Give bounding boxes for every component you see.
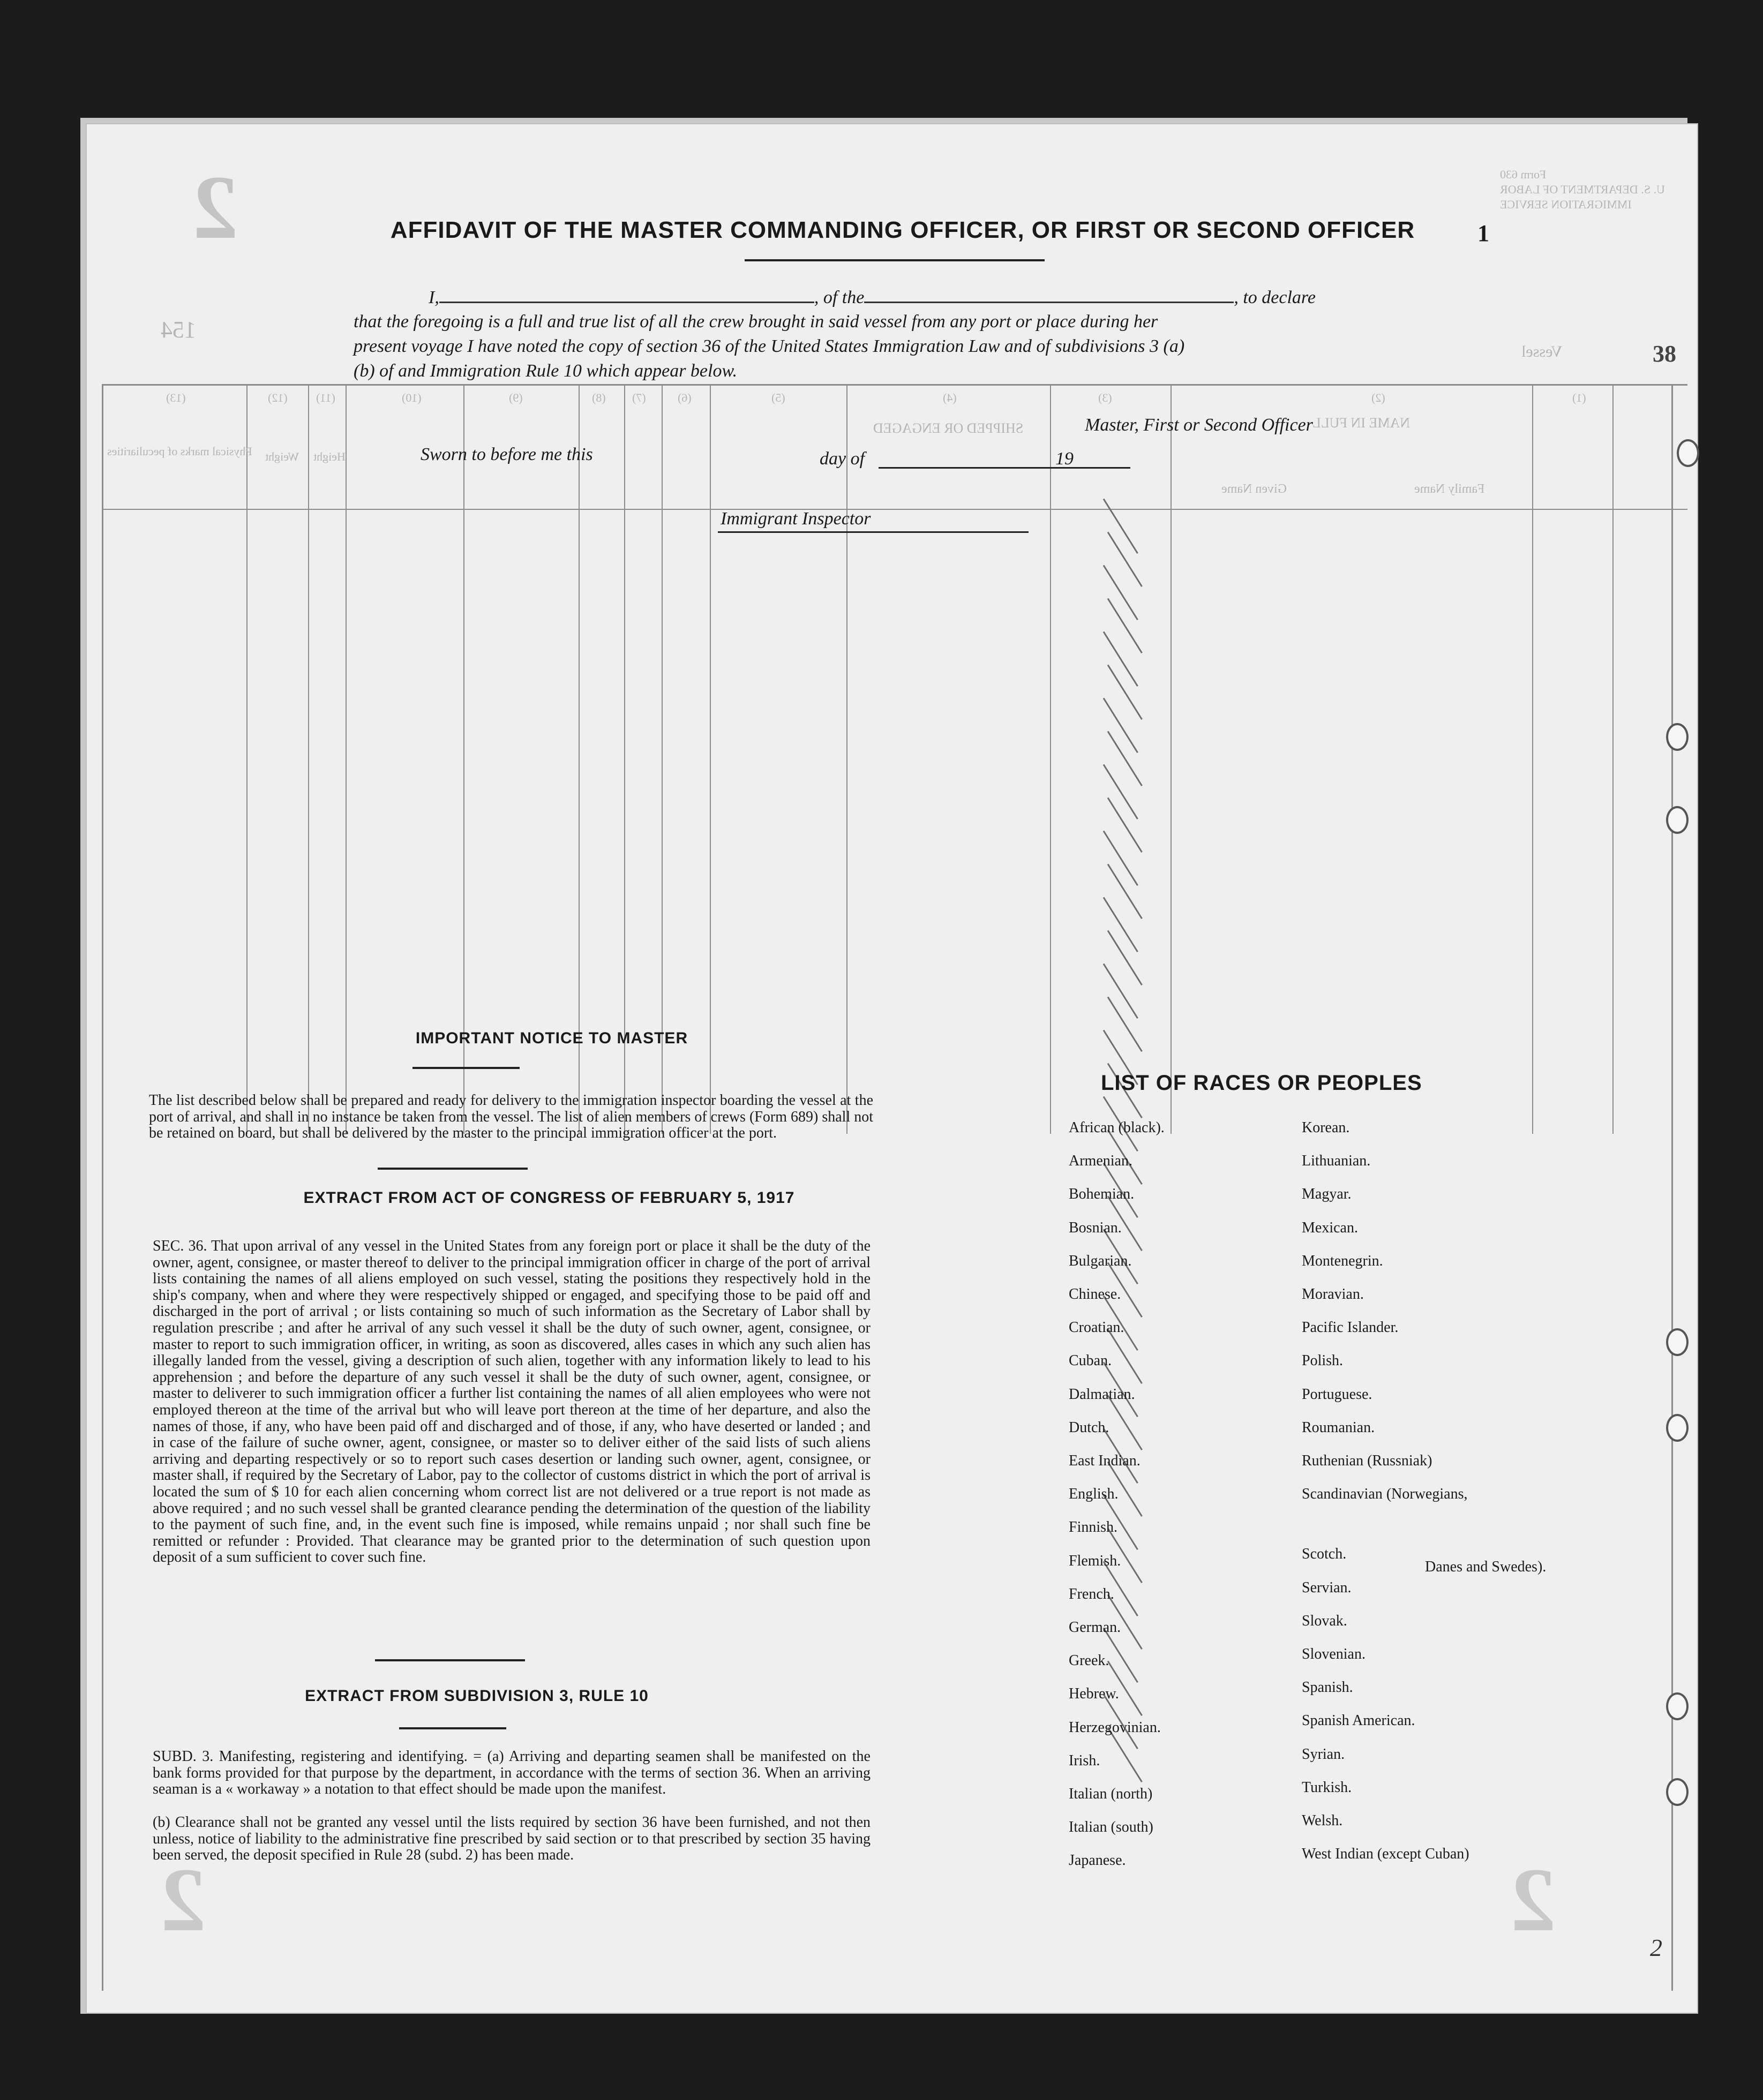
race-right-item: Scotch. xyxy=(1302,1546,1347,1563)
ghost-col-9: (9) xyxy=(509,391,523,404)
ghost-col-1: (1) xyxy=(1572,391,1586,404)
year-prefix: 19 xyxy=(1055,449,1074,469)
ghost-col-11: (11) xyxy=(316,391,335,404)
inspector-signature-line xyxy=(718,531,1029,533)
notice-rule xyxy=(412,1067,520,1069)
rule-heading-underline xyxy=(399,1727,506,1729)
race-right-item: Turkish. xyxy=(1302,1779,1352,1796)
form-stamp xyxy=(1500,167,1665,212)
notice-heading: IMPORTANT NOTICE TO MASTER xyxy=(415,1029,688,1047)
race-right-item: Montenegrin. xyxy=(1302,1252,1383,1269)
race-right-item: Slovenian. xyxy=(1302,1646,1366,1662)
table-top-border xyxy=(102,384,1687,386)
punch-hole-4 xyxy=(1666,1328,1689,1356)
col-divider-4 xyxy=(1050,384,1051,1134)
sworn-text: Sworn to before me this xyxy=(421,445,593,464)
col-divider-2 xyxy=(1532,384,1533,1134)
race-right-item: Slovak. xyxy=(1302,1612,1347,1629)
affidavit-to-declare: , to declare xyxy=(1234,288,1316,307)
notice-text: The list described below shall be prepared and ready for delivery to the immigration inspector boarding the vessel at the port of arrival, and shall in no instance be taken from the vessel. The list of alien members of crews (Form 689) shall not be retained on board, but shall be delivered by the master to the principal immigration officer at the port. xyxy=(149,1092,873,1142)
ghost-col-12: (12) xyxy=(268,391,288,404)
day-of-text: day of xyxy=(820,449,865,469)
punch-hole-2 xyxy=(1666,723,1689,751)
col-divider-13 xyxy=(246,384,247,1134)
ghost-heading-name: NAME IN FULL xyxy=(1312,415,1410,431)
race-right-item: Spanish American. xyxy=(1302,1712,1415,1729)
ghost-col-13: (13) xyxy=(166,391,186,404)
service-name: IMMIGRATION SERVICE xyxy=(1500,198,1632,211)
race-left-item: Flemish. xyxy=(1069,1552,1121,1569)
ghost-heading-marks: Physical marks of peculiarities xyxy=(107,445,252,458)
ghost-col-3: (3) xyxy=(1098,391,1112,404)
ghost-heading-weight: Weight xyxy=(265,450,299,463)
race-right-item: Roumanian. xyxy=(1302,1419,1375,1436)
race-left-item: Finnish. xyxy=(1069,1519,1118,1536)
race-left-item: Irish. xyxy=(1069,1752,1100,1769)
race-left-item: Dutch. xyxy=(1069,1419,1109,1436)
act-text: SEC. 36. That upon arrival of any vessel in the United States from any foreign port or place it shall be the duty of the owner, agent, consignee, or master thereof to deliver to the principal immigration officer in charge of the port of arrival lists containing the names of all aliens employed on such vessel, stating the positions they respectively hold in the ship's company, when and where they were respectively shipped or engaged, and specifying those to be paid off and discharged in the port of arrival ; or lists containing so much of such information as the Secretary of Labor shall by regulation prescribe ; and after he arrival of any such vessel it shall be the duty of such owner, agent, consignee, or master to report to such immigration officer, in writing, as soon as discovered, alles cases in which any such alien has illegally landed from the vessel, giving a description of such alien, together with any information likely to lead to his apprehension ; and before the departure of any such vessel it shall be the duty of such owner, agent, consignee, or master to deliverer to such immigration officer a further list containing the names of all alien employees who were not employed thereon at the time of the arrival but who will leave port thereon at the time of her departure, and also the names of those, if any, who have been paid off and discharged and of those, if any, who have deserted or landed ; and in case of the failure of suche owner, agent, consignee, or master so to deliver either of the said lists of such aliens arriving and departing respectively or so to report such cases desertion or landing such owner, agent, consignee, or master shall, if required by the Secretary of Labor, pay to the collector of customs district in which the port of arrival is located the sum of $ 10 for each alien concerning whom correct list are not delivered or a true report is not made as above required ; and no such vessel shall be granted clearance pending the determination of the question of the liability to the payment of such fine, and, in the event such fine is imposed, while remains unpaid ; nor shall such fine be remitted or refunder : Provided. That clearance may be granted prior to the determination of such question upon deposit of a sum sufficient to cover such fine. xyxy=(153,1238,871,1566)
col-divider-12 xyxy=(308,384,309,1134)
section-rule-1 xyxy=(378,1168,528,1170)
ghost-col-4: (4) xyxy=(943,391,957,404)
race-right-item: Moravian. xyxy=(1302,1286,1364,1303)
race-right-item: Mexican. xyxy=(1302,1219,1358,1236)
table-right-border xyxy=(1671,384,1673,1991)
rule-text-a: SUBD. 3. Manifesting, registering and identifying. = (a) Arriving and departing seamen shall be manifested on the bank forms provided for that purpose by the department, in accordance with the terms of section 36. When an arriving seaman is a « workaway » a notation to that effect should be made upon the manifest. xyxy=(153,1748,871,1798)
inspector-label: Immigrant Inspector xyxy=(721,509,871,529)
ghost-vessel-label: Vessel xyxy=(1521,343,1563,360)
ghost-number-bottom-left: 2 xyxy=(161,1849,206,1950)
page-corner-number: 1 xyxy=(1477,220,1489,246)
col-divider-7 xyxy=(662,384,663,1134)
race-left-item: Japanese. xyxy=(1069,1852,1126,1869)
race-right-item: West Indian (except Cuban) xyxy=(1302,1846,1469,1863)
document-page xyxy=(86,123,1698,2014)
affidavit-i: I, xyxy=(429,288,439,307)
signature-label: Master, First or Second Officer xyxy=(1085,415,1313,435)
race-left-item: Greek. xyxy=(1069,1652,1109,1669)
race-right-item: Syrian. xyxy=(1302,1745,1345,1763)
race-left-item: Dalmatian. xyxy=(1069,1386,1135,1403)
col-divider-1 xyxy=(1612,384,1614,1134)
punch-hole-7 xyxy=(1666,1778,1689,1806)
race-right-item: Portuguese. xyxy=(1302,1386,1372,1403)
affidavit-line2: that the foregoing is a full and true list of all the crew brought in said vessel from any port or place during her xyxy=(354,312,1158,332)
col-divider-3 xyxy=(1171,384,1172,1134)
race-left-item: African (black). xyxy=(1069,1119,1165,1136)
table-header-border xyxy=(102,509,1687,510)
race-left-item: Bulgarian. xyxy=(1069,1252,1132,1269)
title-rule xyxy=(745,259,1045,261)
ghost-col-8: (8) xyxy=(592,391,606,404)
punch-hole-1 xyxy=(1677,439,1699,467)
ghost-number-top: 2 xyxy=(193,157,238,258)
races-heading: LIST OF RACES OR PEOPLES xyxy=(1101,1071,1422,1095)
page-mark-bottom: 2 xyxy=(1650,1934,1662,1961)
rule-text-b: (b) Clearance shall not be granted any vessel until the lists required by section 36 have been furnished, and not then unless, notice of liability to the administrative fine prescribed by said section or to that prescribed by section 35 having been served, the deposit specified in Rule 28 (subd. 2) has been made. xyxy=(153,1814,871,1864)
race-right-item: Lithuanian. xyxy=(1302,1153,1371,1170)
col-divider-5 xyxy=(846,384,847,1134)
race-right-item: Welsh. xyxy=(1302,1812,1343,1829)
race-right-item: Korean. xyxy=(1302,1119,1350,1136)
affidavit-title: AFFIDAVIT OF THE MASTER COMMANDING OFFICER, OR FIRST OR SECOND OFFICER xyxy=(390,217,1415,243)
ghost-heading-shipped: SHIPPED OR ENGAGED xyxy=(873,420,1024,436)
form-number: Form 630 xyxy=(1500,168,1547,181)
race-right-item: Polish. xyxy=(1302,1352,1344,1369)
act-heading: EXTRACT FROM ACT OF CONGRESS OF FEBRUARY 5, 1917 xyxy=(303,1189,795,1207)
col-divider-10 xyxy=(463,384,464,1134)
date-blank xyxy=(879,467,1130,469)
punch-hole-6 xyxy=(1666,1692,1689,1720)
race-left-item: Italian (north) xyxy=(1069,1786,1153,1802)
name-blank xyxy=(439,287,814,303)
race-left-item: English. xyxy=(1069,1486,1119,1503)
race-left-item: Cuban. xyxy=(1069,1352,1112,1369)
affidavit-line3: present voyage I have noted the copy of section 36 of the United States Immigration Law and of subdivisions 3 (a) xyxy=(354,336,1185,356)
ghost-heading-family: Family Name xyxy=(1414,482,1485,496)
race-right-item: Ruthenian (Russniak) xyxy=(1302,1452,1432,1469)
race-left-item: Bohemian. xyxy=(1069,1186,1135,1203)
col-divider-6 xyxy=(710,384,711,1134)
affidavit-of-the: , of the xyxy=(814,288,865,307)
race-left-item: French. xyxy=(1069,1585,1114,1602)
ghost-col-7: (7) xyxy=(632,391,646,404)
col-divider-8 xyxy=(624,384,625,1134)
col-divider-9 xyxy=(579,384,580,1134)
ghost-col-5: (5) xyxy=(771,391,785,404)
punch-hole-5 xyxy=(1666,1414,1689,1442)
race-left-item: Croatian. xyxy=(1069,1319,1124,1336)
race-left-item: Chinese. xyxy=(1069,1286,1121,1303)
race-left-item: Italian (south) xyxy=(1069,1819,1153,1836)
race-left-item: Herzegovinian. xyxy=(1069,1719,1161,1736)
ghost-col-10: (10) xyxy=(402,391,422,404)
ghost-number-bottom-right: 2 xyxy=(1511,1849,1556,1950)
affidavit-line1 xyxy=(429,287,1420,308)
ghost-col-6: (6) xyxy=(678,391,692,404)
col-divider-11 xyxy=(346,384,347,1134)
race-right-item: Servian. xyxy=(1302,1579,1352,1596)
ghost-heading-height: Height xyxy=(313,450,346,463)
punch-hole-3 xyxy=(1666,806,1689,834)
race-right-item: Magyar. xyxy=(1302,1186,1352,1203)
section-rule-2 xyxy=(375,1659,525,1661)
ghost-heading-given: Given Name xyxy=(1221,482,1287,496)
race-right-item: Pacific Islander. xyxy=(1302,1319,1399,1336)
race-right-item: Scandinavian (Norwegians, xyxy=(1302,1486,1468,1503)
department-name: U. S. DEPARTMENT OF LABOR xyxy=(1500,183,1665,196)
ghost-stamp-left: 154 xyxy=(161,317,196,343)
race-left-item: German. xyxy=(1069,1619,1121,1636)
race-left-item: Hebrew. xyxy=(1069,1685,1119,1703)
affidavit-line4: (b) of and Immigration Rule 10 which appear below. xyxy=(354,361,738,381)
race-left-item: East Indian. xyxy=(1069,1452,1141,1469)
table-left-border xyxy=(102,384,103,1991)
race-right-item: Danes and Swedes). xyxy=(1425,1559,1547,1575)
race-right-item: Spanish. xyxy=(1302,1679,1353,1696)
ghost-col-2: (2) xyxy=(1371,391,1385,404)
race-left-item: Armenian. xyxy=(1069,1153,1132,1170)
rule-heading: EXTRACT FROM SUBDIVISION 3, RULE 10 xyxy=(305,1687,649,1705)
slash-mark xyxy=(1103,499,1138,554)
stamp-right: 38 xyxy=(1653,341,1676,367)
vessel-blank xyxy=(864,287,1234,303)
race-left-item: Bosnian. xyxy=(1069,1219,1122,1236)
